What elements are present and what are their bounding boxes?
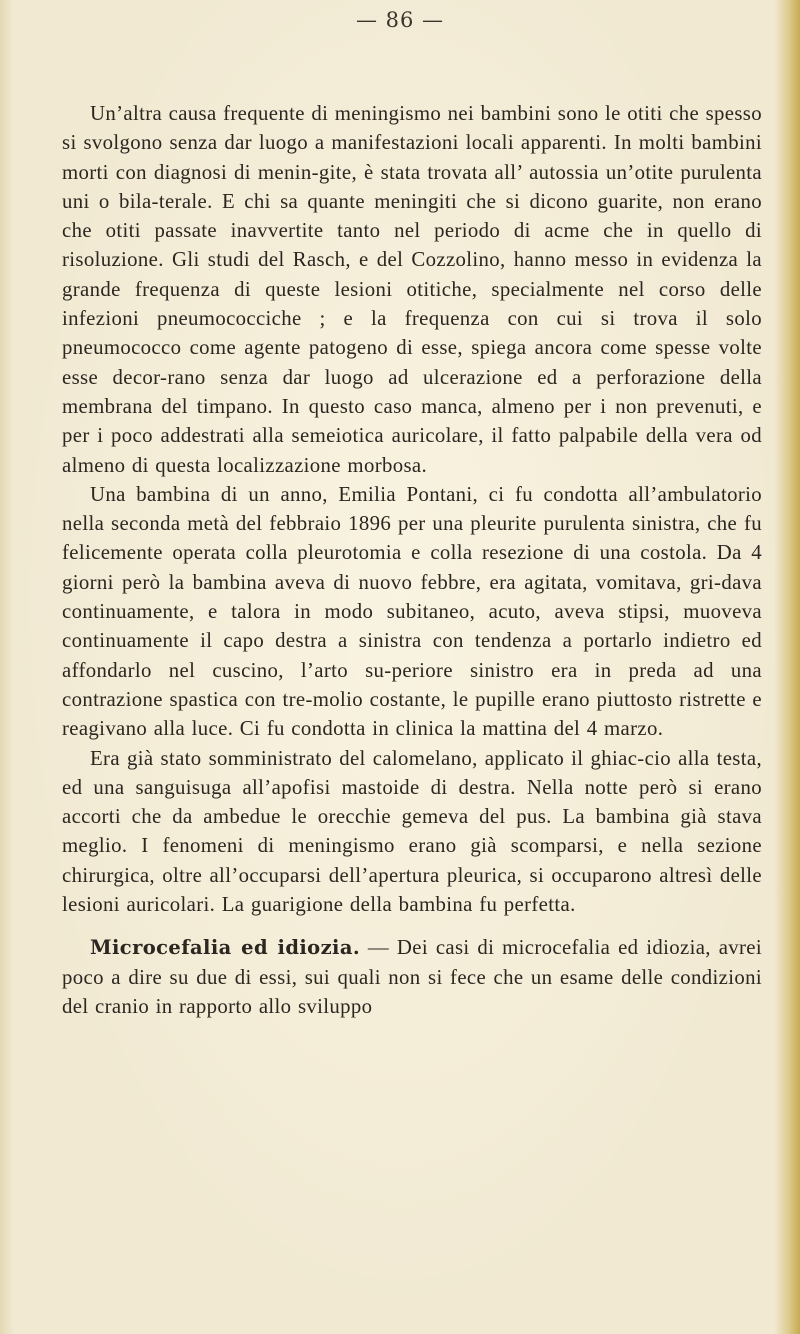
- paragraph-otiti: Un’altra causa frequente di meningismo nei bambini sono le otiti che spesso si svolgono senza dar luogo a manifestazioni locali apparenti. In molti bambini morti con diagnosi di menin-gite, è stata trovata all’ autossia un’otite purulenta uni o bila-terale. E chi sa quante meningiti che si dicono guarite, non erano che otiti passate inavvertite tanto nel periodo di acme che in quello di risoluzione. Gli studi del Rasch, e del Cozzolino, hanno messo in evidenza la grande frequenza di queste lesioni otitiche, specialmente nel corso delle infezioni pneumococciche ; e la frequenza con cui si trova il solo pneumococco come agente patogeno di esse, spiega ancora come spesse volte esse decor-rano senza dar luogo ad ulcerazione ed a perforazione della membrana del timpano. In questo caso manca, almeno per i non prevenuti, e per i poco addestrati alla semeiotica auricolare, il fatto palpabile della vera od almeno di questa localizzazione morbosa.: [62, 102, 762, 477]
- page-left-shadow: [0, 0, 14, 1334]
- page-number: — 86 —: [355, 8, 445, 32]
- section-heading: Microcefalia ed idiozia.: [90, 936, 361, 960]
- paragraph-treatment: Era già stato somministrato del calomelano, applicato il ghiac-cio alla testa, ed una sanguisuga all’apofisi mastoide di destra. Nella notte però si erano accorti che da ambedue le orecchie gemeva del pus. La bambina già stava meglio. I fenomeni di meningismo erano già scomparsi, e nella sezione chirurgica, oltre all’occuparsi dell’apertura pleurica, si occuparono altresì delle lesioni auricolari. La guarigione della bambina fu perfetta.: [62, 746, 762, 917]
- paragraph-microcefalia: [62, 933, 762, 1021]
- page-right-stain: [774, 0, 800, 1334]
- paragraph-case-pontani: Una bambina di un anno, Emilia Pontani, ci fu condotta all’ambulatorio nella seconda metà del febbraio 1896 per una pleurite purulenta sinistra, che fu felicemente operata colla pleurotomia e colla resezione di una costola. Da 4 giorni però la bambina aveva di nuovo febbre, era agitata, vomitava, gri-dava continuamente, e talora in modo subitaneo, acuto, aveva stipsi, muoveva continuamente il capo destra a sinistra con tendenza a portarlo indietro ed affondarlo nel cuscino, l’arto su-periore sinistro era in preda ad una contrazione spastica con tre-molio costante, le pupille erano piuttosto ristrette e reagivano alla luce. Ci fu condotta in clinica la mattina del 4 marzo.: [62, 482, 762, 741]
- section-text: — Dei casi di microcefalia ed idiozia, avrei poco a dire su due di essi, sui quali non si fece che un esame delle condizioni del cranio in rapporto allo sviluppo: [62, 936, 763, 1018]
- body-text: [62, 99, 762, 1021]
